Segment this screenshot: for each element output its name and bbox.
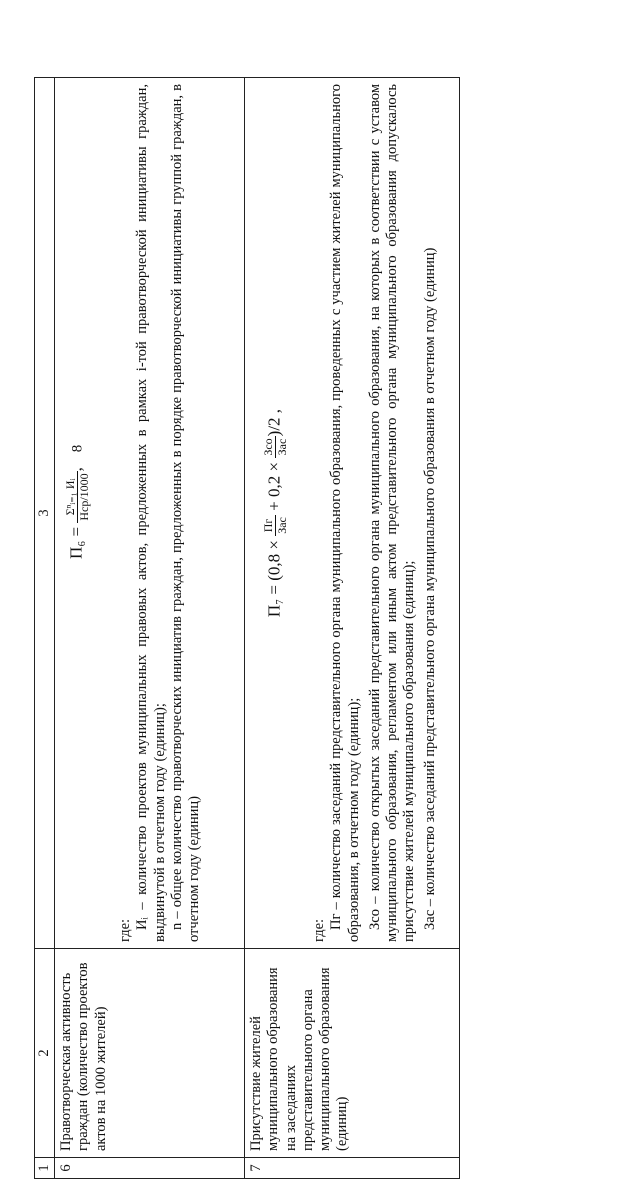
header-col-1: 1: [35, 1158, 55, 1179]
formula-tail: ,: [66, 467, 86, 472]
formula: [262, 84, 289, 942]
fraction-denominator: Зас: [275, 517, 290, 534]
fraction-numerator: Пг: [262, 515, 276, 536]
indicators-table: [34, 77, 460, 1179]
rotated-table-container: [34, 77, 460, 1179]
formula-fraction: [64, 471, 91, 522]
formula-cell: [55, 78, 245, 949]
table-row: [245, 78, 460, 1179]
formula: [64, 84, 91, 942]
formula-cell: [245, 78, 460, 949]
definition-item: Зас – количество заседаний представительного органа муниципального образования в отчетном году (единиц): [422, 247, 439, 930]
formula-fraction-2: [262, 436, 289, 457]
table-row: [55, 78, 245, 1179]
header-row: [35, 78, 55, 1179]
definition-item: Пг – количество заседаний представительного органа муниципального образования, проведенных с участием жителей муниципального образования, в отчетном году (единиц);: [328, 84, 362, 942]
formula-lhs: П₇ = (0,8 ×: [264, 540, 284, 618]
where-label: где:: [311, 918, 328, 942]
formula-middle: + 0,2 ×: [264, 461, 284, 511]
definition-item: Иᵢ – количество проектов муниципальных правовых актов, предложенных в рамках i-той правотворческой инициативы граждан, выдвинутой в отчетном году (единиц);: [134, 84, 168, 942]
definition-item: Зсо – количество открытых заседаний представительного органа муниципального образования, на которых в соответствии с уставом муниципального образования, регламентом или иным актом представительного органа муниципального образования допускалось присутствие жителей муниципального образования (единиц);: [366, 84, 418, 942]
fraction-denominator: Зас: [275, 438, 290, 456]
header-col-3: 3: [35, 78, 55, 949]
page-number: 8: [69, 444, 86, 453]
row-number: 7: [245, 1158, 460, 1179]
formula-fraction-1: [262, 515, 289, 536]
indicator-name: Присутствие жителей муниципального образования на заседаниях представительного органа муниципального образования (единиц): [245, 949, 460, 1158]
formula-tail: )/2 ,: [264, 408, 284, 437]
fraction-numerator: Σⁿᵢ₌₁ Иᵢ: [64, 471, 78, 522]
where-label: где:: [117, 918, 134, 942]
row-number: 6: [55, 1158, 245, 1179]
fraction-denominator: Нср/1000: [77, 473, 92, 521]
fraction-numerator: Зсо: [261, 438, 276, 456]
definition-item: n – общее количество правотворческих инициатив граждан, предложенных в порядке правотворческой инициативы группой граждан, в отчетном году (единиц): [168, 84, 203, 942]
header-col-2: 2: [35, 949, 55, 1158]
indicator-name: Правотворческая активность граждан (количество проектов актов на 1000 жителей): [55, 949, 245, 1158]
formula-lhs: П₆ =: [66, 526, 86, 559]
